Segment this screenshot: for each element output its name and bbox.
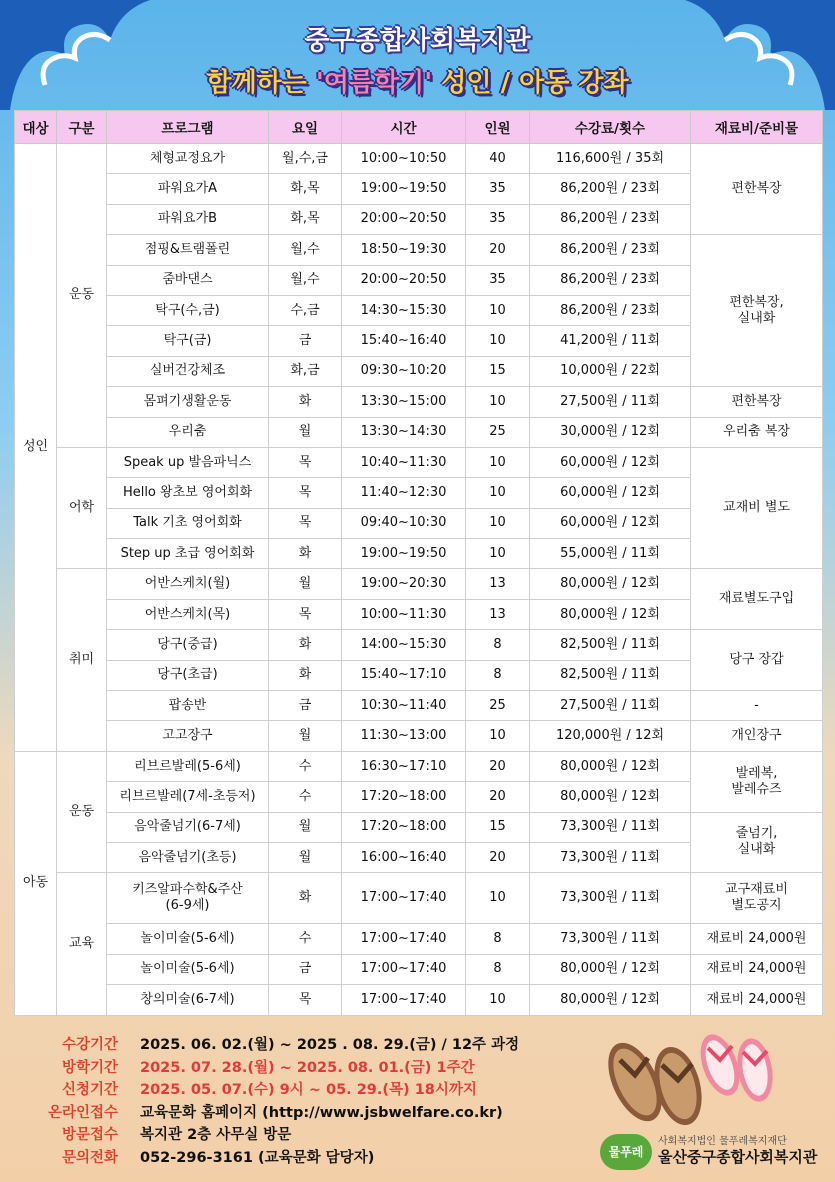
table-row — [15, 721, 823, 751]
capacity-cell: 8 — [466, 954, 530, 984]
days-cell: 월 — [269, 812, 342, 842]
program-cell: 팝송반 — [107, 691, 269, 721]
table-row — [15, 387, 823, 417]
program-cell: 놀이미술(5-6세) — [107, 924, 269, 954]
materials-cell: 교구재료비 별도공지 — [691, 873, 823, 924]
table-row — [15, 235, 823, 265]
fee-cell: 60,000원 / 12회 — [530, 508, 691, 538]
fee-cell: 41,200원 / 11회 — [530, 326, 691, 356]
fee-cell: 86,200원 / 23회 — [530, 235, 691, 265]
time-cell: 19:00~20:30 — [342, 569, 466, 599]
program-cell: 놀이미술(5-6세) — [107, 954, 269, 984]
days-cell: 화,목 — [269, 204, 342, 234]
capacity-cell: 13 — [466, 569, 530, 599]
time-cell: 15:40~17:10 — [342, 660, 466, 690]
table-row — [15, 630, 823, 660]
materials-cell: 재료비 24,000원 — [691, 924, 823, 954]
info-row — [40, 1102, 519, 1125]
days-cell: 월 — [269, 569, 342, 599]
time-cell: 19:00~19:50 — [342, 539, 466, 569]
info-label: 신청기간 — [61, 1082, 118, 1098]
program-cell: 음악줄넘기(6-7세) — [107, 812, 269, 842]
days-cell: 월,수 — [269, 235, 342, 265]
program-cell: 음악줄넘기(초등) — [107, 842, 269, 872]
fee-cell: 60,000원 / 12회 — [530, 447, 691, 477]
category-cell: 운동 — [57, 144, 107, 448]
fee-cell: 80,000원 / 12회 — [530, 751, 691, 781]
header-program: 프로그램 — [107, 111, 269, 144]
time-cell: 10:30~11:40 — [342, 691, 466, 721]
info-value: 2025. 06. 02.(월) ~ 2025 . 08. 29.(금) / 12주 과정 — [140, 1037, 520, 1053]
capacity-cell: 25 — [466, 417, 530, 447]
capacity-cell: 20 — [466, 235, 530, 265]
capacity-cell: 40 — [466, 144, 530, 174]
days-cell: 화 — [269, 387, 342, 417]
category-cell: 교육 — [57, 873, 107, 1015]
capacity-cell: 10 — [466, 539, 530, 569]
program-cell: 파워요가B — [107, 204, 269, 234]
capacity-cell: 8 — [466, 630, 530, 660]
materials-cell: 개인장구 — [691, 721, 823, 751]
days-cell: 화 — [269, 539, 342, 569]
days-cell: 금 — [269, 954, 342, 984]
info-row — [40, 1079, 519, 1102]
days-cell: 화,금 — [269, 356, 342, 386]
program-cell: 탁구(금) — [107, 326, 269, 356]
program-cell: 당구(중급) — [107, 630, 269, 660]
header-fee: 수강료/횟수 — [530, 111, 691, 144]
days-cell: 목 — [269, 599, 342, 629]
info-value: 052-296-3161 (교육문화 담당자) — [140, 1149, 375, 1166]
info-value: 2025. 05. 07.(수) 9시 ~ 05. 29.(목) 18시까지 — [140, 1082, 477, 1098]
time-cell: 14:30~15:30 — [342, 295, 466, 325]
sandals-illustration — [600, 1020, 780, 1125]
days-cell: 화 — [269, 660, 342, 690]
program-cell: 우리춤 — [107, 417, 269, 447]
fee-cell: 82,500원 / 11회 — [530, 630, 691, 660]
program-cell: 창의미술(6-7세) — [107, 985, 269, 1015]
program-cell: Step up 초급 영어회화 — [107, 539, 269, 569]
target-cell: 아동 — [15, 751, 57, 1015]
materials-cell: 편한복장 — [691, 144, 823, 235]
program-cell: 리브르발레(5-6세) — [107, 751, 269, 781]
fee-cell: 73,300원 / 11회 — [530, 812, 691, 842]
capacity-cell: 10 — [466, 478, 530, 508]
fee-cell: 82,500원 / 11회 — [530, 660, 691, 690]
org-subtitle: 사회복지법인 물푸레복지재단 — [658, 1136, 787, 1147]
fee-cell: 73,300원 / 11회 — [530, 924, 691, 954]
header-days: 요일 — [269, 111, 342, 144]
capacity-cell: 35 — [466, 265, 530, 295]
days-cell: 월 — [269, 842, 342, 872]
org-name: 울산중구종합사회복지관 — [658, 1148, 818, 1166]
table-row — [15, 144, 823, 174]
header-time: 시간 — [342, 111, 466, 144]
capacity-cell: 35 — [466, 174, 530, 204]
table-row — [15, 873, 823, 924]
materials-cell: 교재비 별도 — [691, 447, 823, 569]
program-cell: 키즈알파수학&주산 (6-9세) — [107, 873, 269, 924]
table-row — [15, 691, 823, 721]
days-cell: 월,수,금 — [269, 144, 342, 174]
days-cell: 수 — [269, 751, 342, 781]
info-value: 2025. 07. 28.(월) ~ 2025. 08. 01.(금) 1주간 — [140, 1059, 475, 1076]
time-cell: 18:50~19:30 — [342, 235, 466, 265]
materials-cell: 발레복, 발레슈즈 — [691, 751, 823, 812]
program-cell: Hello 왕초보 영어회화 — [107, 478, 269, 508]
capacity-cell: 10 — [466, 326, 530, 356]
time-cell: 19:00~19:50 — [342, 174, 466, 204]
time-cell: 13:30~15:00 — [342, 387, 466, 417]
capacity-cell: 25 — [466, 691, 530, 721]
capacity-cell: 20 — [466, 842, 530, 872]
time-cell: 09:30~10:20 — [342, 356, 466, 386]
table-row — [15, 954, 823, 984]
program-cell: Speak up 발음파닉스 — [107, 447, 269, 477]
fee-cell: 86,200원 / 23회 — [530, 295, 691, 325]
fee-cell: 86,200원 / 23회 — [530, 204, 691, 234]
materials-cell: 편한복장, 실내화 — [691, 235, 823, 387]
program-cell: 고고장구 — [107, 721, 269, 751]
program-cell: 실버건강체조 — [107, 356, 269, 386]
header-materials: 재료비/준비물 — [691, 111, 823, 144]
schedule-table — [14, 110, 823, 1016]
time-cell: 17:20~18:00 — [342, 782, 466, 812]
days-cell: 수 — [269, 924, 342, 954]
fee-cell: 10,000원 / 22회 — [530, 356, 691, 386]
category-cell: 어학 — [57, 447, 107, 569]
fee-cell: 30,000원 / 12회 — [530, 417, 691, 447]
header-category: 구분 — [57, 111, 107, 144]
program-cell: 어반스케치(월) — [107, 569, 269, 599]
time-cell: 11:40~12:30 — [342, 478, 466, 508]
days-cell: 목 — [269, 447, 342, 477]
fee-cell: 80,000원 / 12회 — [530, 599, 691, 629]
materials-cell: 재료비 24,000원 — [691, 954, 823, 984]
table-row — [15, 447, 823, 477]
table-row — [15, 985, 823, 1015]
time-cell: 10:00~10:50 — [342, 144, 466, 174]
info-row — [40, 1034, 519, 1057]
days-cell: 금 — [269, 326, 342, 356]
fee-cell: 80,000원 / 12회 — [530, 985, 691, 1015]
table-row — [15, 751, 823, 781]
time-cell: 11:30~13:00 — [342, 721, 466, 751]
fee-cell: 116,600원 / 35회 — [530, 144, 691, 174]
time-cell: 17:00~17:40 — [342, 924, 466, 954]
time-cell: 16:00~16:40 — [342, 842, 466, 872]
table-row — [15, 812, 823, 842]
days-cell: 화 — [269, 630, 342, 660]
page-subtitle — [0, 62, 835, 99]
header-capacity: 인원 — [466, 111, 530, 144]
materials-cell: 재료별도구입 — [691, 569, 823, 630]
days-cell: 월 — [269, 721, 342, 751]
program-cell: 파워요가A — [107, 174, 269, 204]
capacity-cell: 20 — [466, 782, 530, 812]
time-cell: 10:40~11:30 — [342, 447, 466, 477]
capacity-cell: 20 — [466, 751, 530, 781]
page-title: 중구종합사회복지관 — [304, 26, 531, 56]
table-body — [15, 144, 823, 1016]
fee-cell: 60,000원 / 12회 — [530, 478, 691, 508]
info-value: 교육문화 홈페이지 (http://www.jsbwelfare.co.kr) — [140, 1104, 503, 1121]
days-cell: 수,금 — [269, 295, 342, 325]
capacity-cell: 10 — [466, 387, 530, 417]
days-cell: 월 — [269, 417, 342, 447]
fee-cell: 27,500원 / 11회 — [530, 691, 691, 721]
info-section — [40, 1034, 519, 1169]
days-cell: 금 — [269, 691, 342, 721]
info-label: 온라인접수 — [47, 1104, 118, 1121]
info-row — [40, 1124, 519, 1147]
info-row — [40, 1057, 519, 1080]
fee-cell: 80,000원 / 12회 — [530, 954, 691, 984]
subtitle-highlight: '여름학기' — [315, 68, 433, 98]
table-row — [15, 569, 823, 599]
header-target: 대상 — [15, 111, 57, 144]
info-row — [40, 1147, 519, 1170]
time-cell: 20:00~20:50 — [342, 204, 466, 234]
table-header-row — [15, 111, 823, 144]
program-cell: Talk 기초 영어회화 — [107, 508, 269, 538]
category-cell: 취미 — [57, 569, 107, 751]
time-cell: 16:30~17:10 — [342, 751, 466, 781]
capacity-cell: 10 — [466, 508, 530, 538]
program-cell: 점핑&트램폴린 — [107, 235, 269, 265]
program-cell: 리브르발레(7세-초등저) — [107, 782, 269, 812]
time-cell: 20:00~20:50 — [342, 265, 466, 295]
time-cell: 10:00~11:30 — [342, 599, 466, 629]
capacity-cell: 10 — [466, 985, 530, 1015]
target-cell: 성인 — [15, 144, 57, 752]
time-cell: 09:40~10:30 — [342, 508, 466, 538]
materials-cell: 줄넘기, 실내화 — [691, 812, 823, 873]
program-cell: 몸펴기생활운동 — [107, 387, 269, 417]
time-cell: 17:00~17:40 — [342, 954, 466, 984]
program-cell: 당구(초급) — [107, 660, 269, 690]
time-cell: 15:40~16:40 — [342, 326, 466, 356]
materials-cell: 편한복장 — [691, 387, 823, 417]
days-cell: 목 — [269, 478, 342, 508]
fee-cell: 86,200원 / 23회 — [530, 265, 691, 295]
materials-cell: 우리춤 복장 — [691, 417, 823, 447]
fee-cell: 27,500원 / 11회 — [530, 387, 691, 417]
capacity-cell: 10 — [466, 295, 530, 325]
days-cell: 화 — [269, 873, 342, 924]
time-cell: 14:00~15:30 — [342, 630, 466, 660]
days-cell: 월,수 — [269, 265, 342, 295]
org-logo: 물푸레 — [600, 1134, 652, 1170]
fee-cell: 73,300원 / 11회 — [530, 842, 691, 872]
info-label: 방학기간 — [61, 1059, 118, 1076]
materials-cell: 당구 장갑 — [691, 630, 823, 691]
capacity-cell: 10 — [466, 447, 530, 477]
info-value: 복지관 2층 사무실 방문 — [140, 1127, 292, 1143]
capacity-cell: 8 — [466, 924, 530, 954]
days-cell: 목 — [269, 508, 342, 538]
category-cell: 운동 — [57, 751, 107, 873]
table-row — [15, 924, 823, 954]
info-label: 수강기간 — [61, 1037, 118, 1053]
organization-block — [600, 1130, 825, 1175]
capacity-cell: 13 — [466, 599, 530, 629]
fee-cell: 73,300원 / 11회 — [530, 873, 691, 924]
time-cell: 17:20~18:00 — [342, 812, 466, 842]
info-label: 방문접수 — [61, 1127, 118, 1143]
program-cell: 줌바댄스 — [107, 265, 269, 295]
info-label: 문의전화 — [61, 1149, 118, 1166]
days-cell: 수 — [269, 782, 342, 812]
subtitle-post: 성인 / 아동 강좌 — [432, 68, 629, 98]
capacity-cell: 35 — [466, 204, 530, 234]
time-cell: 13:30~14:30 — [342, 417, 466, 447]
capacity-cell: 15 — [466, 356, 530, 386]
days-cell: 화,목 — [269, 174, 342, 204]
materials-cell: 재료비 24,000원 — [691, 985, 823, 1015]
fee-cell: 80,000원 / 12회 — [530, 569, 691, 599]
materials-cell: - — [691, 691, 823, 721]
capacity-cell: 10 — [466, 873, 530, 924]
table-row — [15, 417, 823, 447]
days-cell: 목 — [269, 985, 342, 1015]
program-cell: 어반스케치(목) — [107, 599, 269, 629]
fee-cell: 55,000원 / 11회 — [530, 539, 691, 569]
fee-cell: 120,000원 / 12회 — [530, 721, 691, 751]
capacity-cell: 10 — [466, 721, 530, 751]
capacity-cell: 15 — [466, 812, 530, 842]
capacity-cell: 8 — [466, 660, 530, 690]
time-cell: 17:00~17:40 — [342, 873, 466, 924]
program-cell: 탁구(수,금) — [107, 295, 269, 325]
time-cell: 17:00~17:40 — [342, 985, 466, 1015]
fee-cell: 86,200원 / 23회 — [530, 174, 691, 204]
program-cell: 체형교정요가 — [107, 144, 269, 174]
subtitle-pre: 함께하는 — [206, 68, 316, 98]
fee-cell: 80,000원 / 12회 — [530, 782, 691, 812]
